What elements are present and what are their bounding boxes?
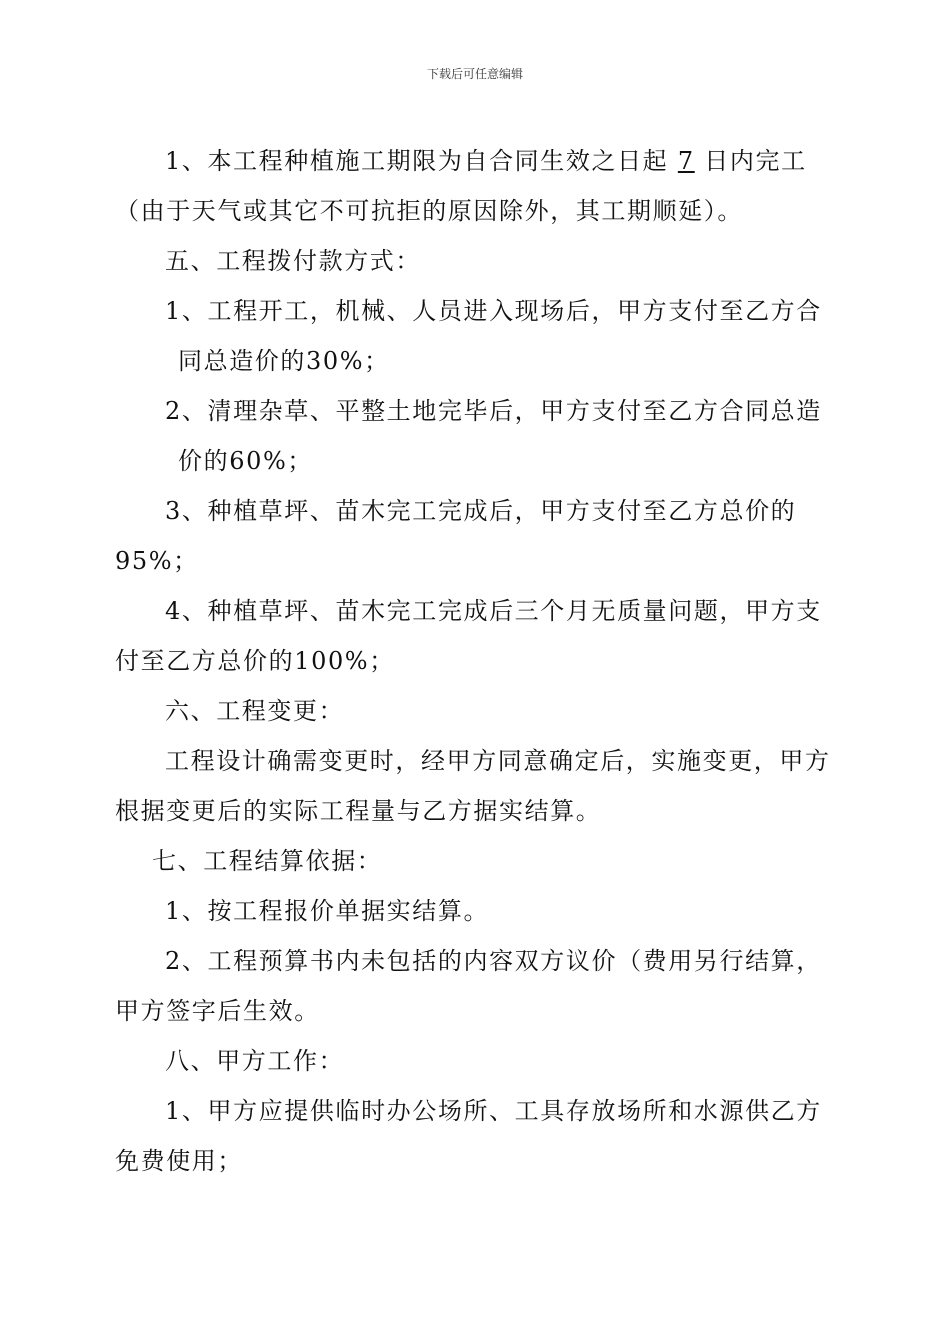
payment-item-1-line-1: 1、工程开工，机械、人员进入现场后，甲方支付至乙方合 — [165, 297, 822, 325]
paragraph-1-line-2: （由于天气或其它不可抗拒的原因除外，其工期顺延）。 — [115, 197, 743, 225]
payment-item-4-line-1: 4、种植草坪、苗木完工完成后三个月无质量问题，甲方支 — [165, 597, 822, 625]
paragraph-1-line-1 — [0, 146, 950, 176]
section-6-heading: 六、工程变更： — [165, 697, 345, 725]
payment-item-3-line-2: 95%； — [115, 547, 199, 575]
section-7-heading: 七、工程结算依据： — [152, 847, 383, 875]
settlement-item-1: 1、按工程报价单据实结算。 — [165, 897, 490, 925]
payment-item-4-line-2: 付至乙方总价的100%； — [115, 647, 395, 675]
payment-item-2-line-2: 价的60%； — [178, 447, 313, 475]
settlement-item-2-line-2: 甲方签字后生效。 — [115, 997, 320, 1025]
days-blank-field: 7 — [677, 147, 695, 175]
payment-item-3-line-1: 3、种植草坪、苗木完工完成后，甲方支付至乙方总价的 — [165, 497, 797, 525]
paragraph-1-text-before: 1、本工程种植施工期限为自合同生效之日起 — [165, 147, 669, 175]
party-a-item-1-line-1: 1、甲方应提供临时办公场所、工具存放场所和水源供乙方 — [165, 1097, 822, 1125]
change-paragraph-line-1: 工程设计确需变更时，经甲方同意确定后，实施变更，甲方 — [165, 747, 831, 775]
party-a-item-1-line-2: 免费使用； — [115, 1147, 243, 1175]
settlement-item-2-line-1: 2、工程预算书内未包括的内容双方议价（费用另行结算， — [165, 947, 822, 975]
section-8-heading: 八、甲方工作： — [165, 1047, 345, 1075]
change-paragraph-line-2: 根据变更后的实际工程量与乙方据实结算。 — [115, 797, 602, 825]
payment-item-2-line-1: 2、清理杂草、平整土地完毕后，甲方支付至乙方合同总造 — [165, 397, 822, 425]
paragraph-1-text-after: 日内完工 — [704, 147, 807, 175]
page-header-note: 下载后可任意编辑 — [426, 67, 523, 81]
section-5-heading: 五、工程拨付款方式： — [165, 247, 421, 275]
payment-item-1-line-2: 同总造价的30%； — [178, 347, 390, 375]
